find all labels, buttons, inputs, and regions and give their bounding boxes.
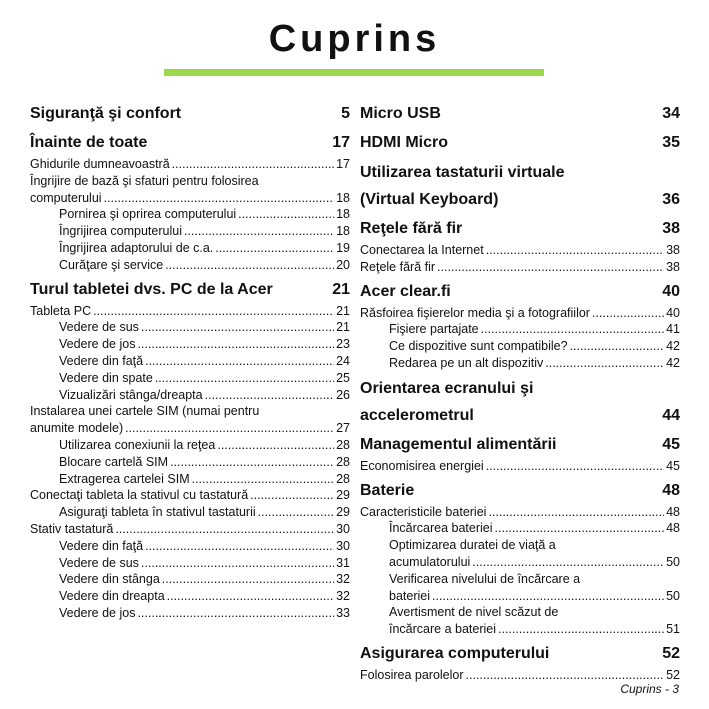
toc-entry[interactable] bbox=[30, 240, 350, 257]
dot-leader bbox=[592, 305, 664, 322]
toc-entry-title: Reţele fără fir bbox=[360, 220, 463, 237]
toc-entry-title: Extragerea cartelei SIM bbox=[59, 471, 190, 486]
toc-entry[interactable] bbox=[30, 156, 350, 173]
page-number: 45 bbox=[666, 458, 680, 473]
toc-entry-text: Verificarea nivelului de încărcare a bbox=[389, 571, 581, 586]
toc-entry[interactable] bbox=[30, 454, 350, 471]
toc-section[interactable] bbox=[360, 641, 680, 667]
page-number: 17 bbox=[336, 157, 350, 171]
toc-section[interactable] bbox=[360, 432, 680, 458]
toc-entry[interactable] bbox=[360, 321, 680, 338]
page-number: 40 bbox=[666, 305, 680, 320]
toc-entry-title: accelerometrul bbox=[360, 406, 474, 424]
page-number: 29 bbox=[336, 505, 350, 520]
dot-leader bbox=[217, 437, 334, 454]
toc-entry[interactable] bbox=[30, 223, 350, 240]
page-number: 50 bbox=[666, 554, 680, 569]
toc-section[interactable] bbox=[30, 277, 350, 303]
toc-entry[interactable] bbox=[30, 588, 350, 605]
toc-entry-text: Optimizarea duratei de viaţă a bbox=[389, 538, 556, 553]
toc-entry[interactable] bbox=[30, 605, 350, 622]
toc-section[interactable] bbox=[360, 130, 680, 156]
dot-leader bbox=[545, 355, 664, 372]
page-number: 40 bbox=[662, 282, 680, 300]
page-number: 27 bbox=[336, 421, 350, 436]
page-number: 28 bbox=[336, 437, 350, 452]
dot-leader bbox=[258, 504, 334, 521]
toc-entry[interactable] bbox=[30, 370, 350, 387]
toc-entry-title: Pornirea şi oprirea computerului bbox=[59, 207, 237, 222]
dot-leader bbox=[205, 387, 334, 404]
page-number: 36 bbox=[662, 191, 680, 208]
toc-entry-title: Reţele fără fir bbox=[360, 259, 436, 274]
page-number: 32 bbox=[336, 572, 350, 587]
toc-entry[interactable] bbox=[30, 504, 350, 521]
dot-leader bbox=[155, 370, 334, 387]
page-number: 50 bbox=[666, 588, 680, 603]
page-number: 19 bbox=[336, 240, 350, 255]
toc-entry[interactable] bbox=[30, 555, 350, 572]
page-number: 31 bbox=[336, 555, 350, 570]
toc-entry[interactable] bbox=[30, 471, 350, 488]
page-number: 23 bbox=[336, 337, 350, 352]
toc-entry-title: Tableta PC bbox=[30, 303, 92, 318]
toc-entry-title: Vedere din stânga bbox=[59, 572, 160, 587]
page-number: 34 bbox=[662, 105, 680, 122]
page-number: 21 bbox=[336, 320, 350, 335]
toc-entry[interactable] bbox=[360, 588, 680, 605]
toc-entry-title: Folosirea parolelor bbox=[360, 667, 464, 682]
toc-entry-title: Blocare cartelă SIM bbox=[59, 454, 169, 469]
toc-entry[interactable] bbox=[360, 305, 680, 322]
toc-entry-title: Răsfoirea fişierelor media şi a fotografiilor bbox=[360, 305, 590, 320]
page-number: 21 bbox=[332, 280, 350, 298]
page-number: 38 bbox=[666, 243, 680, 257]
dot-leader bbox=[165, 257, 334, 274]
page-number: 38 bbox=[666, 259, 680, 274]
toc-section[interactable] bbox=[360, 216, 680, 242]
toc-entry[interactable] bbox=[30, 206, 350, 223]
toc-section[interactable] bbox=[30, 130, 350, 156]
title-underline bbox=[164, 69, 544, 76]
toc-entry-title: Vizualizări stânga/dreapta bbox=[59, 387, 203, 402]
dot-leader bbox=[472, 554, 664, 571]
toc-section[interactable] bbox=[30, 101, 350, 127]
dot-leader bbox=[141, 319, 334, 336]
page-number: 33 bbox=[336, 605, 350, 620]
toc-entry[interactable] bbox=[30, 487, 350, 504]
dot-leader bbox=[488, 504, 664, 521]
toc-section[interactable] bbox=[360, 279, 680, 305]
toc-entry[interactable] bbox=[360, 338, 680, 355]
toc-entry-title: Ce dispozitive sunt compatibile? bbox=[389, 339, 568, 354]
toc-entry[interactable] bbox=[30, 336, 350, 353]
dot-leader bbox=[141, 555, 334, 572]
toc-entry-title: HDMI Micro bbox=[360, 134, 448, 151]
page-number: 20 bbox=[336, 257, 350, 272]
page-number: 29 bbox=[336, 488, 350, 503]
toc-entry-title: Curăţare şi service bbox=[59, 257, 164, 272]
dot-leader bbox=[250, 487, 334, 504]
toc-right-column bbox=[360, 98, 680, 684]
toc-entry[interactable] bbox=[30, 521, 350, 538]
toc-section[interactable] bbox=[360, 101, 680, 127]
toc-entry-title: Îngrijirea adaptorului de c.a. bbox=[59, 240, 214, 255]
page-title: Cuprins bbox=[268, 18, 441, 60]
toc-left-column bbox=[30, 98, 350, 622]
toc-entry[interactable] bbox=[30, 437, 350, 454]
page-footer: Cuprins - 3 bbox=[620, 682, 679, 696]
toc-section-title: Utilizarea tastaturii virtuale bbox=[360, 164, 565, 181]
toc-entry-title: Siguranţă şi confort bbox=[30, 105, 182, 122]
toc-entry-title: Vedere din faţă bbox=[59, 538, 144, 553]
toc-entry-title: Asiguraţi tableta în stativul tastaturii bbox=[59, 505, 256, 520]
dot-leader bbox=[137, 605, 334, 622]
toc-entry[interactable] bbox=[30, 257, 350, 274]
toc-entry[interactable] bbox=[30, 420, 350, 437]
page-number: 48 bbox=[666, 521, 680, 536]
dot-leader bbox=[495, 520, 665, 537]
toc-entry-title: acumulatorului bbox=[389, 554, 471, 569]
dot-leader bbox=[167, 588, 334, 605]
toc-entry[interactable] bbox=[360, 242, 680, 259]
page-number: 17 bbox=[332, 134, 350, 151]
toc-section-title: Orientarea ecranului şi bbox=[360, 379, 534, 397]
toc-entry-title: Încărcarea bateriei bbox=[389, 521, 493, 536]
dot-leader bbox=[192, 471, 334, 488]
page-number: 18 bbox=[336, 207, 350, 222]
toc-entry-title: Turul tabletei dvs. PC de la Acer bbox=[30, 280, 273, 298]
page-number: 35 bbox=[662, 134, 680, 151]
page-number: 52 bbox=[666, 667, 680, 682]
toc-entry-title: Economisirea energiei bbox=[360, 458, 484, 473]
toc-entry-title: Stativ tastatură bbox=[30, 521, 114, 536]
toc-entry[interactable] bbox=[360, 355, 680, 372]
toc-entry[interactable] bbox=[30, 319, 350, 336]
toc-entry-title: anumite modele) bbox=[30, 421, 124, 436]
toc-entry-title: Caracteristicile bateriei bbox=[360, 504, 487, 519]
page-number: 38 bbox=[662, 220, 680, 237]
page-number: 28 bbox=[336, 471, 350, 486]
toc-entry-title: Redarea pe un alt dispozitiv bbox=[389, 355, 544, 370]
toc-entry-title: Managementul alimentării bbox=[360, 435, 557, 453]
dot-leader bbox=[432, 588, 664, 605]
toc-entry-text: Îngrijire de bază şi sfaturi pentru folosirea bbox=[30, 173, 259, 188]
toc-entry[interactable] bbox=[30, 571, 350, 588]
dot-leader bbox=[145, 353, 334, 370]
dot-leader bbox=[115, 521, 334, 538]
page-number: 21 bbox=[336, 303, 350, 318]
toc-entry-title: Conectarea la Internet bbox=[360, 243, 484, 257]
page-number: 52 bbox=[662, 644, 680, 662]
toc-entry-title: Vedere din faţă bbox=[59, 353, 144, 368]
toc-entry-title: Ghidurile dumneavoastră bbox=[30, 157, 170, 171]
toc-entry[interactable] bbox=[360, 458, 680, 475]
page-number: 30 bbox=[336, 521, 350, 536]
dot-leader bbox=[162, 571, 334, 588]
page-number: 26 bbox=[336, 387, 350, 402]
toc-entry-title: Asigurarea computerului bbox=[360, 644, 550, 662]
page-number: 44 bbox=[662, 406, 680, 424]
page-number: 30 bbox=[336, 538, 350, 553]
page-number: 48 bbox=[662, 481, 680, 499]
dot-leader bbox=[172, 156, 334, 173]
toc-entry[interactable] bbox=[360, 554, 680, 571]
toc-entry[interactable] bbox=[360, 621, 680, 638]
dot-leader bbox=[437, 259, 664, 276]
toc-entry-title: Vedere de sus bbox=[59, 320, 139, 335]
toc-entry-title: Vedere de sus bbox=[59, 555, 139, 570]
page-number: 28 bbox=[336, 454, 350, 469]
toc-section[interactable] bbox=[360, 478, 680, 504]
toc-entry-title: Fişiere partajate bbox=[389, 322, 479, 337]
toc-entry-title: Vedere din spate bbox=[59, 370, 153, 385]
dot-leader bbox=[215, 240, 334, 257]
page-number: 48 bbox=[666, 504, 680, 519]
dot-leader bbox=[570, 338, 665, 355]
toc-entry-title: Vedere de jos bbox=[59, 605, 136, 620]
toc-entry-text: Avertisment de nivel scăzut de bbox=[389, 605, 559, 620]
toc-entry[interactable] bbox=[30, 303, 350, 320]
toc-entry-title: Îngrijirea computerului bbox=[59, 224, 182, 239]
dot-leader bbox=[486, 458, 664, 475]
toc-entry[interactable] bbox=[360, 259, 680, 276]
page-number: 24 bbox=[336, 353, 350, 368]
toc-entry-title: Vedere de jos bbox=[59, 337, 136, 352]
page-number: 32 bbox=[336, 589, 350, 604]
toc-entry-title: Vedere din dreapta bbox=[59, 589, 165, 604]
dot-leader bbox=[238, 206, 334, 223]
toc-entry[interactable] bbox=[360, 520, 680, 537]
toc-entry-title: Utilizarea conexiunii la reţea bbox=[59, 437, 216, 452]
toc-entry[interactable] bbox=[30, 353, 350, 370]
toc-entry-title: Acer clear.fi bbox=[360, 282, 451, 300]
page-number: 41 bbox=[666, 322, 680, 337]
dot-leader bbox=[481, 321, 664, 338]
dot-leader bbox=[137, 336, 334, 353]
toc-entry-title: computerului bbox=[30, 190, 102, 205]
dot-leader bbox=[93, 303, 334, 320]
toc-entry-title: Micro USB bbox=[360, 105, 441, 122]
toc-section[interactable] bbox=[360, 403, 680, 429]
page-number: 42 bbox=[666, 355, 680, 370]
page-number: 51 bbox=[666, 622, 680, 637]
toc-entry-title: (Virtual Keyboard) bbox=[360, 191, 499, 208]
dot-leader bbox=[170, 454, 334, 471]
dot-leader bbox=[184, 223, 334, 240]
page-number: 18 bbox=[336, 190, 350, 205]
toc-entry[interactable] bbox=[30, 190, 350, 207]
dot-leader bbox=[104, 190, 335, 207]
page-number: 5 bbox=[341, 105, 350, 122]
toc-entry-title: bateriei bbox=[389, 588, 430, 603]
dot-leader bbox=[486, 242, 664, 259]
toc-entry[interactable] bbox=[360, 504, 680, 521]
toc-section[interactable] bbox=[360, 187, 680, 213]
page-number: 25 bbox=[336, 370, 350, 385]
dot-leader bbox=[498, 621, 664, 638]
toc-entry[interactable] bbox=[30, 387, 350, 404]
toc-entry-title: Conectaţi tableta la stativul cu tastatură bbox=[30, 488, 249, 503]
toc-entry-title: Baterie bbox=[360, 481, 415, 499]
dot-leader bbox=[145, 538, 334, 555]
toc-entry-text: Instalarea unei cartele SIM (numai pentru bbox=[30, 404, 260, 419]
page-number: 42 bbox=[666, 339, 680, 354]
dot-leader bbox=[125, 420, 334, 437]
page-number: 18 bbox=[336, 224, 350, 239]
toc-entry[interactable] bbox=[30, 538, 350, 555]
page-number: 45 bbox=[662, 435, 680, 453]
toc-entry-title: încărcare a bateriei bbox=[389, 622, 497, 637]
toc-entry-title: Înainte de toate bbox=[30, 134, 148, 151]
